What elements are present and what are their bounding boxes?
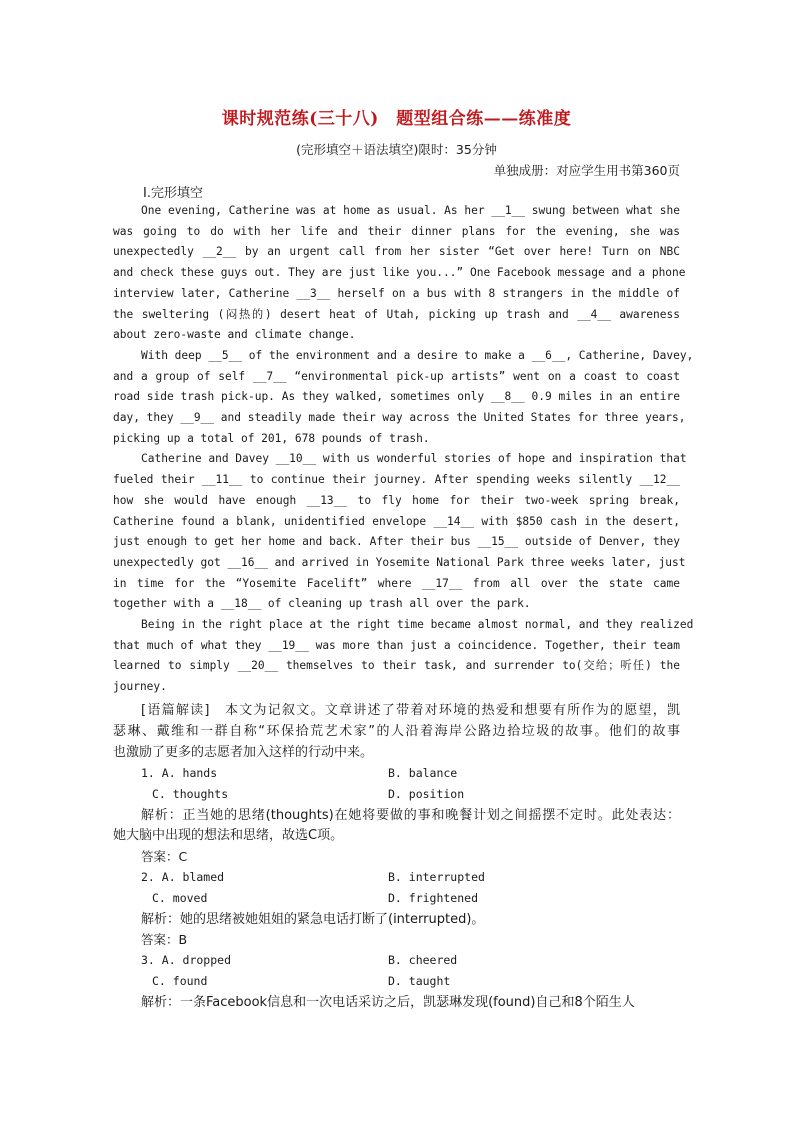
passage-line: in time for the “Yosemite Facelift” where __17__ from all over the state came: [113, 576, 680, 590]
passage-line: With deep __5__ of the environment and a desire to make a __6__, Catherine, Davey,: [141, 348, 694, 362]
reading-line: 也激励了更多的志愿者加入这样的行动中来。: [113, 745, 374, 761]
passage-line: unexpectedly __2__ by an urgent call from her sister “Get over here! Turn on NBC: [113, 245, 680, 259]
option-c: C. found: [152, 974, 208, 988]
explanation-line: 解析：她的思绪被她姐姐的紧急电话打断了(interrupted)。: [141, 911, 485, 927]
passage-line: learned to simply __20__ themselves to their task, and surrender to(交给；听任) the: [113, 659, 680, 673]
passage-line: road side trash pick-up. As they walked, sometimes only __8__ 0.9 miles in an entire: [113, 390, 680, 404]
passage-line: about zero-waste and climate change.: [113, 328, 356, 342]
passage-line: unexpectedly got __16__ and arrived in Yosemite National Park three weeks later, just: [113, 555, 686, 569]
page-title: 课时规范练(三十八) 题型组合练——练准度: [221, 109, 572, 129]
option-b: B. balance: [388, 766, 458, 780]
passage-line: Being in the right place at the right time became almost normal, and they realized: [141, 618, 694, 631]
passage-line: picking up a total of 201, 678 pounds of trash.: [113, 431, 430, 445]
passage-line: Catherine found a blank, unidentified envelope __14__ with $850 cash in the desert,: [113, 514, 680, 528]
reading-line: [语篇解读] 本文为记叙文。文章讲述了带着对环境的热爱和想要有所作为的愿望，凯: [141, 703, 680, 718]
passage-line: and check these guys out. They are just like you...” One Facebook message and a phone: [113, 266, 686, 280]
passage-line: journey.: [113, 680, 167, 694]
passage-line: was going to do with her life and their dinner plans for the evening, she was: [113, 224, 680, 238]
option-a: 3. A. dropped: [141, 953, 232, 968]
passage-line: how she would have enough __13__ to fly home for their two-week spring break,: [113, 493, 680, 507]
option-b: B. interrupted: [388, 870, 485, 884]
passage-line: One evening, Catherine was at home as usual. As her __1__ swung between what she: [141, 204, 680, 217]
section-heading: Ⅰ.完形填空: [143, 186, 203, 201]
option-d: D. position: [388, 786, 465, 801]
option-a: 1. A. hands: [141, 766, 218, 780]
option-c: C. moved: [152, 890, 208, 905]
explanation-line: 解析：一条Facebook信息和一次电话采访之后，凯瑟琳发现(found)自己和8个陌生人: [141, 994, 635, 1010]
passage-line: together with a __18__ of cleaning up trash all over the park.: [113, 597, 531, 611]
answer-line: 答案：C: [141, 849, 188, 865]
option-d: D. frightened: [388, 890, 479, 905]
reading-line: 瑟琳、戴维和一群自称“环保拾荒艺术家”的人沿着海岸公路边拾垃圾的故事。他们的故事: [113, 724, 680, 740]
passage-line: interview later, Catherine __3__ herself on a bus with 8 strangers in the middle of: [113, 286, 680, 300]
passage-line: and a group of self __7__ “environmental pick-up artists” went on a coast to coast: [113, 369, 680, 383]
passage-line: the sweltering (闷热的) desert heat of Utah, picking up trash and __4__ awareness: [113, 307, 680, 321]
option-c: C. thoughts: [152, 786, 229, 801]
page-subtitle: (完形填空＋语法填空)限时：35分钟: [296, 142, 497, 157]
passage-line: just enough to get her home and back. After their bus __15__ outside of Denver, they: [113, 535, 680, 549]
passage-line: Catherine and Davey __10__ with us wonderful stories of hope and inspiration that: [141, 452, 687, 466]
explanation-line: 解析：正当她的思绪(thoughts)在她将要做的事和晚餐计划之间摇摆不定时。此处表达：: [141, 807, 680, 823]
passage-line: fueled their __11__ to continue their journey. After spending weeks silently __12__: [113, 473, 680, 487]
passage-line: that much of what they __19__ was more than just a coincidence. Together, their team: [113, 638, 680, 652]
option-b: B. cheered: [388, 953, 458, 968]
source-note: 单独成册：对应学生用书第360页: [493, 163, 680, 178]
answer-line: 答案：B: [141, 932, 188, 948]
option-d: D. taught: [388, 974, 451, 988]
explanation-line: 她大脑中出现的想法和思绪，故选C项。: [113, 828, 344, 844]
option-a: 2. A. blamed: [141, 870, 225, 884]
passage-line: day, they __9__ and steadily made their way across the United States for three years,: [113, 411, 686, 424]
